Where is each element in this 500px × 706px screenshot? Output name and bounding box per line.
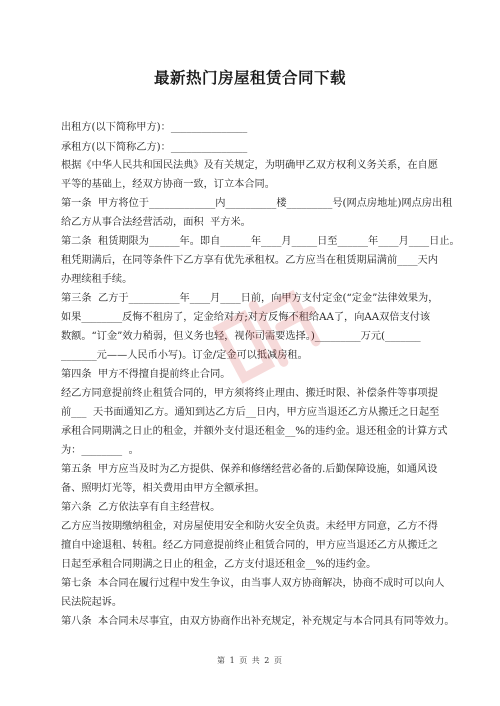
text-line: 第一条 甲方将位于_____________内__________楼_________号(网点房地址)网点房出租 [61,198,453,209]
text-line: 日起至承租合同期满之日止的租金，乙方支付退还租金__%的违约金。 [61,559,377,570]
text-line: 给乙方从事合法经营活动，面积 平方米。 [61,217,251,228]
text-line: 出租方(以下简称甲方)：_______________ [61,122,248,133]
text-line: 第四条 甲方不得擅自提前终止合同。 [61,369,231,380]
text-line: 平等的基础上，经双方协商一致，订立本合同。 [61,179,275,190]
text-line: 第六条 乙方依法享有自主经营权。 [61,502,221,513]
text-line: 备、照明灯光等，相关费用由甲方全额承担。 [61,483,265,494]
text-line: 经乙方同意提前终止租赁合同的，甲方须将终止理由、搬迁时限、补偿条件等事项提 [61,388,438,399]
text-line: 民法院起诉。 [61,597,123,608]
text-line: 根据《中华人民共和国民法典》及有关规定，为明确甲乙双方权利义务关系，在自愿 [61,160,438,171]
document-title: 最新热门房屋租赁合同下载 [153,68,346,87]
text-line: 如果________反悔不租房了，定金给对方;对方反悔不租给AA了，向AA双倍支付该 [61,312,431,323]
text-line: 办理续租手续。 [61,274,133,285]
text-line: 擅自中途退租、转租。经乙方同意提前终止租赁合同的，甲方应当退还乙方从搬迁之 [61,540,438,551]
page-number: 第 1 页 共 2 页 [217,656,283,665]
text-line: 第五条 甲方应当及时为乙方提供、保养和修缮经营必备的.后勤保障设施，如通风设 [61,464,438,475]
text-line: _______元——人民币小写)。订金/定金可以抵减房租。 [61,350,308,361]
text-line: 承租合同期满之日止的租金，并额外支付退还租金__%的违约金。退还租金的计算方式 [61,426,448,437]
text-line: 前___ 天书面通知乙方。通知到达乙方后__日内，甲方应当退还乙方从搬迁之日起至 [61,407,440,418]
text-line: 第七条 本合同在履行过程中发生争议，由当事人双方协商解决，协商不成时可以向人 [61,578,445,589]
text-line: 第二条 租赁期限为______年。即自______年____月_____日至______年____月____日止。 [61,236,460,247]
text-line: 租凭期满后，在同等条件下乙方享有优先承租权。乙方应当在租赁期届满前____天内 [61,255,438,266]
text-line: 为：________ 。 [61,445,139,456]
text-line: 第三条 乙方于__________年____月____日前，向甲方支付定金(“定金”法律效果为， [61,293,439,304]
text-line: 乙方应当按期缴纳租金，对房屋使用安全和防火安全负责。未经甲方同意，乙方不得 [61,521,438,532]
text-line: 第八条 本合同未尽事宜，由双方协商作出补充规定，补充规定与本合同具有同等效力。 [61,616,455,627]
text-line: 承租方(以下简称乙方)：_______________ [61,142,248,153]
text-line: 数额。“订金”效力稍弱，但义务也轻，视你司需要选择。)_________万元(_______ [61,331,421,342]
